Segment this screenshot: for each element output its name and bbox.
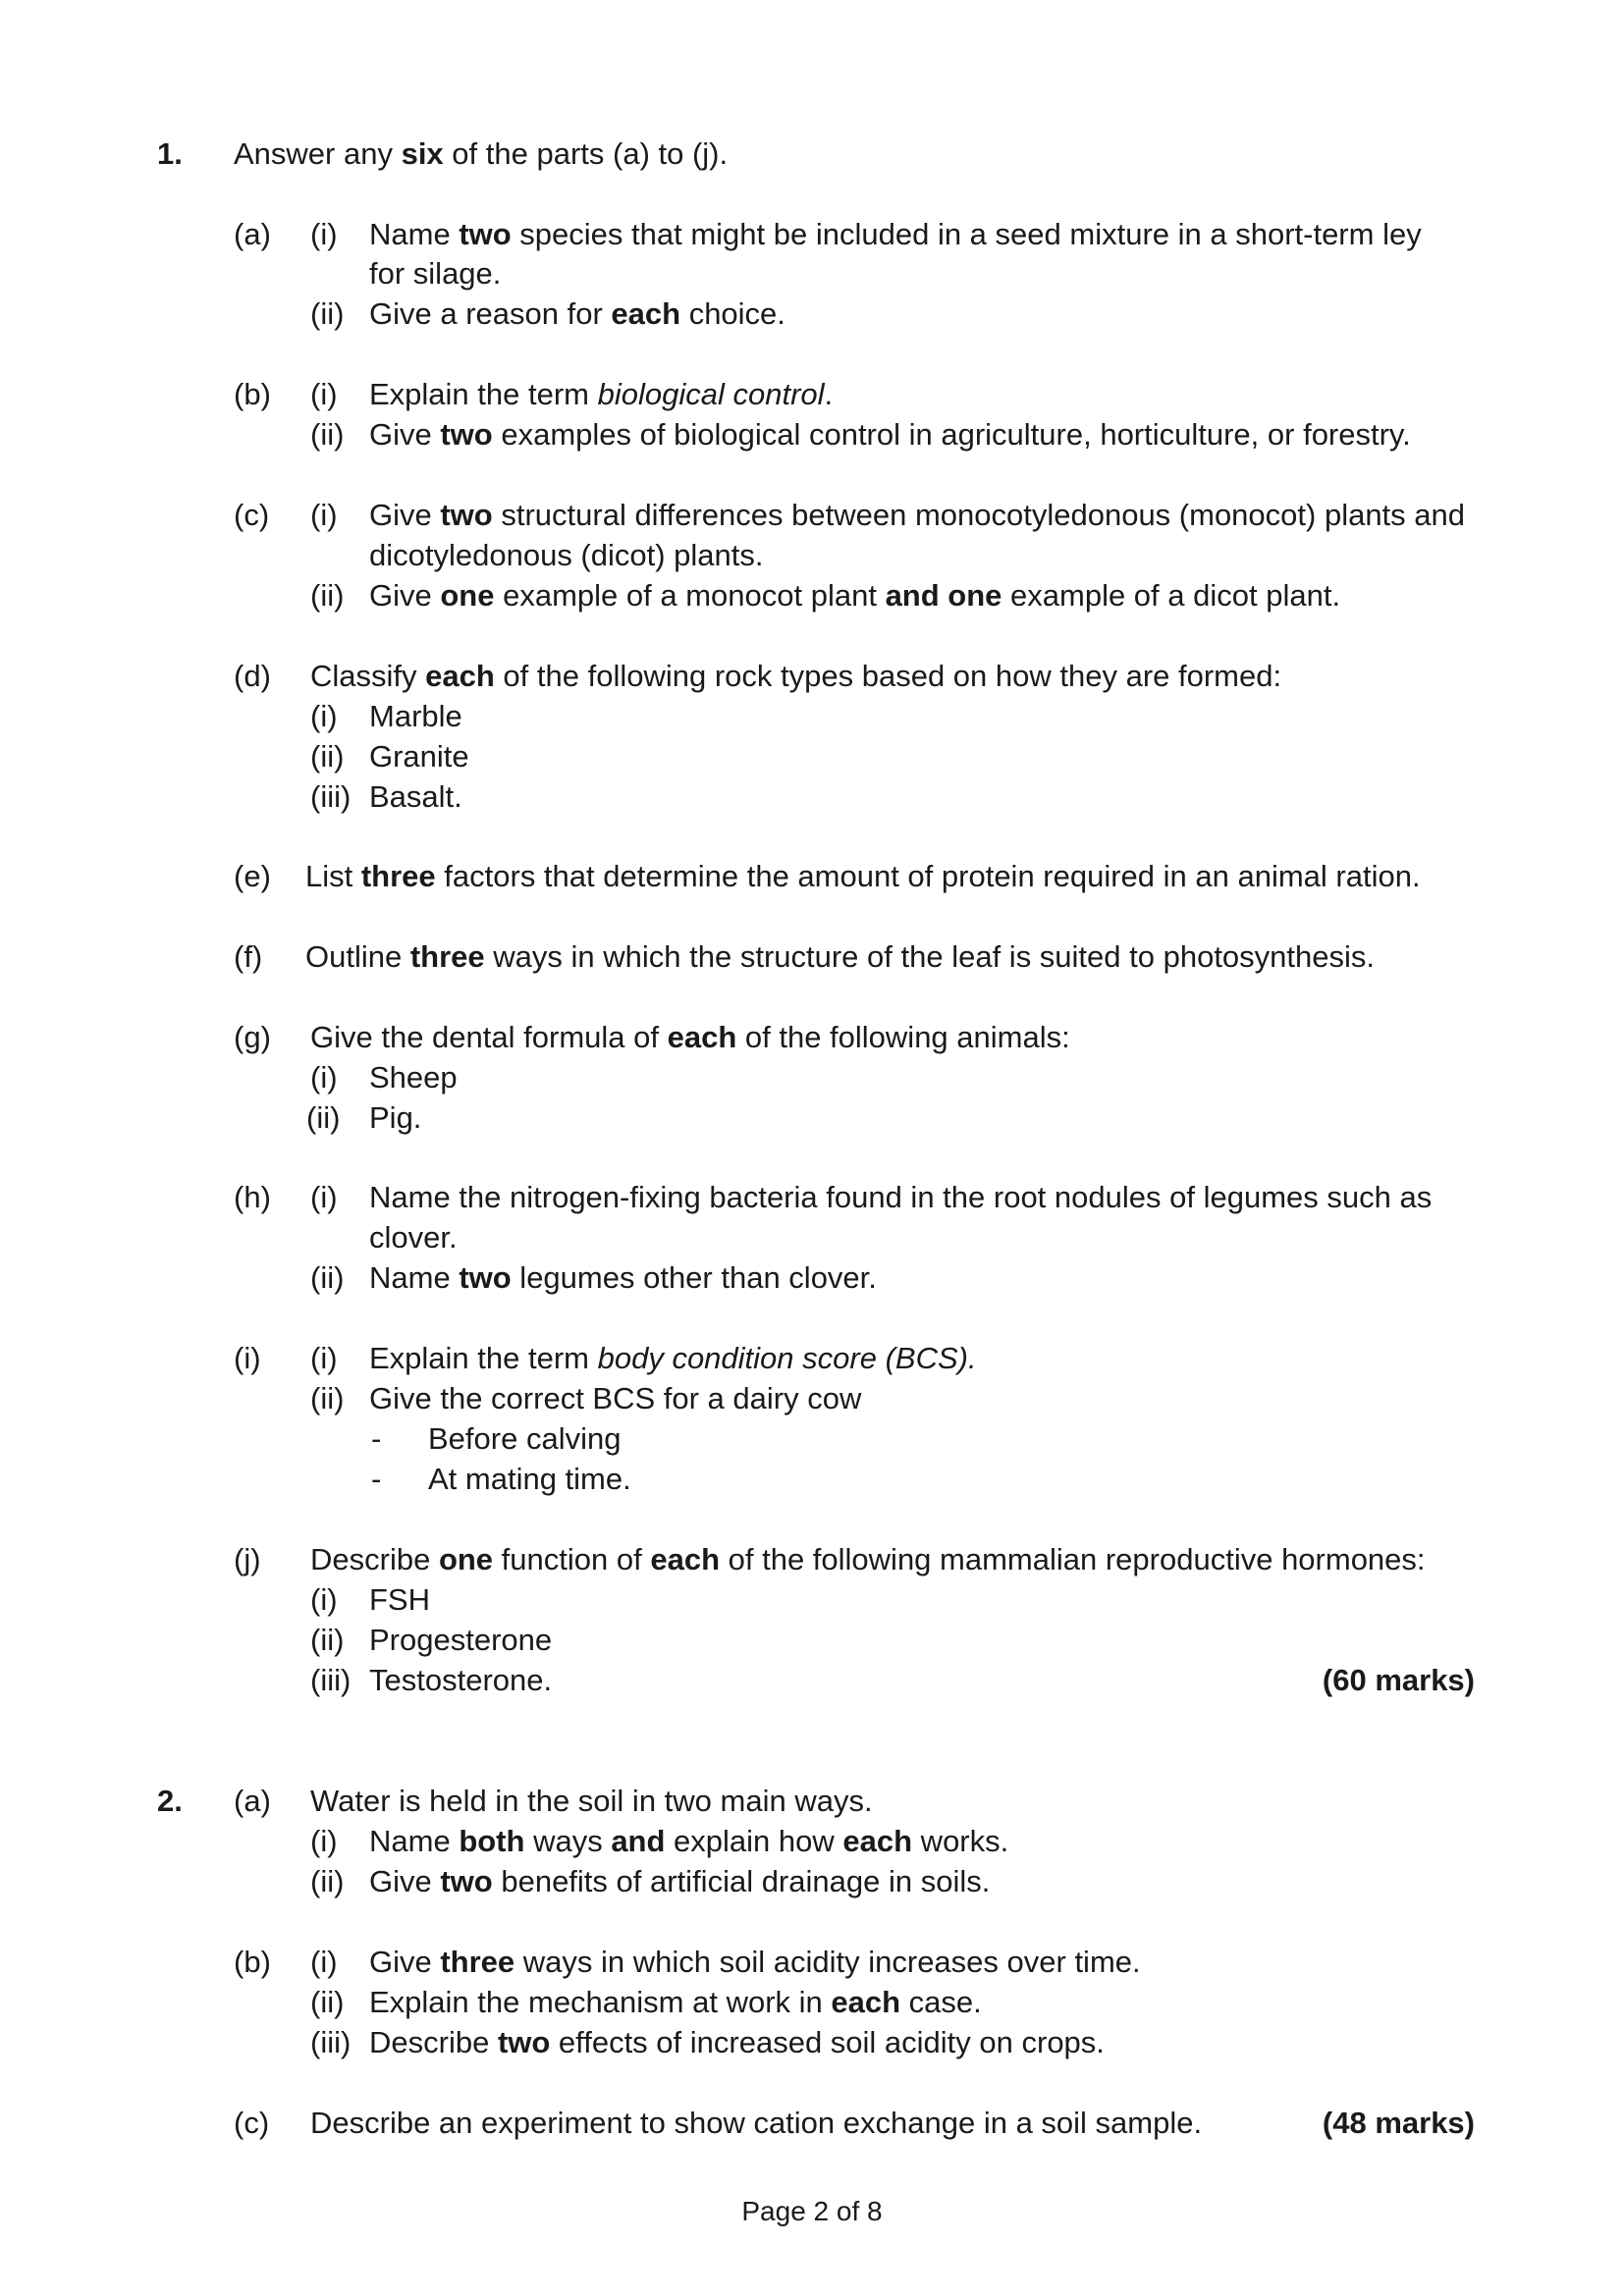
q2-part-b-iii-label: (iii) bbox=[310, 2025, 352, 2059]
page-number: Page 2 of 8 bbox=[741, 2196, 883, 2226]
part-h-label: (h) bbox=[234, 1180, 271, 1214]
part-h-i-text: Name the nitrogen-fixing bacteria found in the root nodules of legumes such as bbox=[369, 1180, 1433, 1214]
part-c-i-text: Give two structural differences between monocotyledonous (monocot) plants and bbox=[369, 498, 1466, 532]
q2-part-b-iii-text: Describe two effects of increased soil acidity on crops. bbox=[369, 2025, 1105, 2059]
q2-part-c-label: (c) bbox=[234, 2106, 270, 2140]
part-i-ii-label: (ii) bbox=[310, 1381, 345, 1415]
q2-part-a-ii-label: (ii) bbox=[310, 1864, 345, 1898]
part-j-i-label: (i) bbox=[310, 1582, 338, 1617]
question-1-marks: (60 marks) bbox=[1322, 1663, 1475, 1697]
part-j-i-text: FSH bbox=[369, 1582, 430, 1617]
part-i-i-text: Explain the term body condition score (BCS). bbox=[369, 1341, 977, 1375]
part-g-ii-label: (ii) bbox=[306, 1100, 341, 1135]
part-h-i-label: (i) bbox=[310, 1180, 338, 1214]
q2-part-a-i-text: Name both ways and explain how each works. bbox=[369, 1824, 1009, 1858]
part-b-ii-text: Give two examples of biological control in agriculture, horticulture, or forestry. bbox=[369, 417, 1411, 452]
q2-part-b-label: (b) bbox=[234, 1945, 271, 1979]
part-g-stem: Give the dental formula of each of the following animals: bbox=[310, 1020, 1070, 1054]
part-a-label: (a) bbox=[234, 217, 271, 251]
part-g-label: (g) bbox=[234, 1020, 271, 1054]
part-c-ii-text: Give one example of a monocot plant and one example of a dicot plant. bbox=[369, 578, 1341, 613]
part-g-i-text: Sheep bbox=[369, 1060, 458, 1095]
part-a-i-label: (i) bbox=[310, 217, 338, 251]
part-f-label: (f) bbox=[234, 939, 263, 974]
q2-part-b-ii-text: Explain the mechanism at work in each case. bbox=[369, 1985, 982, 2019]
part-a-ii-text: Give a reason for each choice. bbox=[369, 296, 785, 331]
part-j-iii-label: (iii) bbox=[310, 1663, 352, 1697]
part-j-label: (j) bbox=[234, 1542, 261, 1576]
part-j-stem: Describe one function of each of the following mammalian reproductive hormones: bbox=[310, 1542, 1426, 1576]
part-i-i-label: (i) bbox=[310, 1341, 338, 1375]
part-h-i-text-cont: clover. bbox=[369, 1220, 458, 1255]
question-2-number: 2. bbox=[157, 1784, 183, 1818]
part-e-label: (e) bbox=[234, 859, 271, 893]
part-a-i-text: Name two species that might be included in a seed mixture in a short-term ley bbox=[369, 217, 1422, 251]
part-h-ii-label: (ii) bbox=[310, 1260, 345, 1295]
q2-part-b-i-text: Give three ways in which soil acidity increases over time. bbox=[369, 1945, 1141, 1979]
part-a-ii-label: (ii) bbox=[310, 296, 345, 331]
part-f-text: Outline three ways in which the structure of the leaf is suited to photosynthesis. bbox=[305, 939, 1376, 974]
part-d-label: (d) bbox=[234, 659, 271, 693]
part-e-text: List three factors that determine the amount of protein required in an animal ration. bbox=[305, 859, 1421, 893]
question-2-marks: (48 marks) bbox=[1322, 2106, 1475, 2140]
question-1-instruction: Answer any six of the parts (a) to (j). bbox=[234, 136, 729, 171]
part-i-ii-text: Give the correct BCS for a dairy cow bbox=[369, 1381, 862, 1415]
part-d-i-label: (i) bbox=[310, 699, 338, 733]
part-b-i-label: (i) bbox=[310, 377, 338, 411]
part-g-ii-text: Pig. bbox=[369, 1100, 422, 1135]
part-h-ii-text: Name two legumes other than clover. bbox=[369, 1260, 877, 1295]
part-i-dash-1: - bbox=[371, 1421, 382, 1456]
part-c-i-label: (i) bbox=[310, 498, 338, 532]
part-b-ii-label: (ii) bbox=[310, 417, 345, 452]
q2-part-b-ii-label: (ii) bbox=[310, 1985, 345, 2019]
part-i-label: (i) bbox=[234, 1341, 261, 1375]
part-j-iii-text: Testosterone. bbox=[369, 1663, 553, 1697]
part-j-ii-text: Progesterone bbox=[369, 1623, 553, 1657]
part-j-ii-label: (ii) bbox=[310, 1623, 345, 1657]
part-i-dash-item-2: At mating time. bbox=[428, 1462, 631, 1496]
part-b-i-text: Explain the term biological control. bbox=[369, 377, 834, 411]
part-b-label: (b) bbox=[234, 377, 271, 411]
part-d-i-text: Marble bbox=[369, 699, 462, 733]
part-d-iii-label: (iii) bbox=[310, 779, 352, 814]
part-d-ii-label: (ii) bbox=[310, 739, 345, 774]
q2-part-b-i-label: (i) bbox=[310, 1945, 338, 1979]
q2-part-a-i-label: (i) bbox=[310, 1824, 338, 1858]
part-d-ii-text: Granite bbox=[369, 739, 469, 774]
q2-part-a-label: (a) bbox=[234, 1784, 271, 1818]
part-i-dash-2: - bbox=[371, 1462, 382, 1496]
part-a-i-text-cont: for silage. bbox=[369, 256, 502, 291]
q2-part-c-text: Describe an experiment to show cation exchange in a soil sample. bbox=[310, 2106, 1203, 2140]
part-d-stem: Classify each of the following rock types based on how they are formed: bbox=[310, 659, 1282, 693]
q2-part-a-ii-text: Give two benefits of artificial drainage in soils. bbox=[369, 1864, 991, 1898]
question-1-number: 1. bbox=[157, 136, 183, 171]
part-g-i-label: (i) bbox=[310, 1060, 338, 1095]
part-i-dash-item-1: Before calving bbox=[428, 1421, 622, 1456]
part-c-label: (c) bbox=[234, 498, 270, 532]
q2-part-a-stem: Water is held in the soil in two main ways. bbox=[310, 1784, 873, 1818]
part-d-iii-text: Basalt. bbox=[369, 779, 462, 814]
part-c-i-text-cont: dicotyledonous (dicot) plants. bbox=[369, 538, 764, 572]
part-c-ii-label: (ii) bbox=[310, 578, 345, 613]
